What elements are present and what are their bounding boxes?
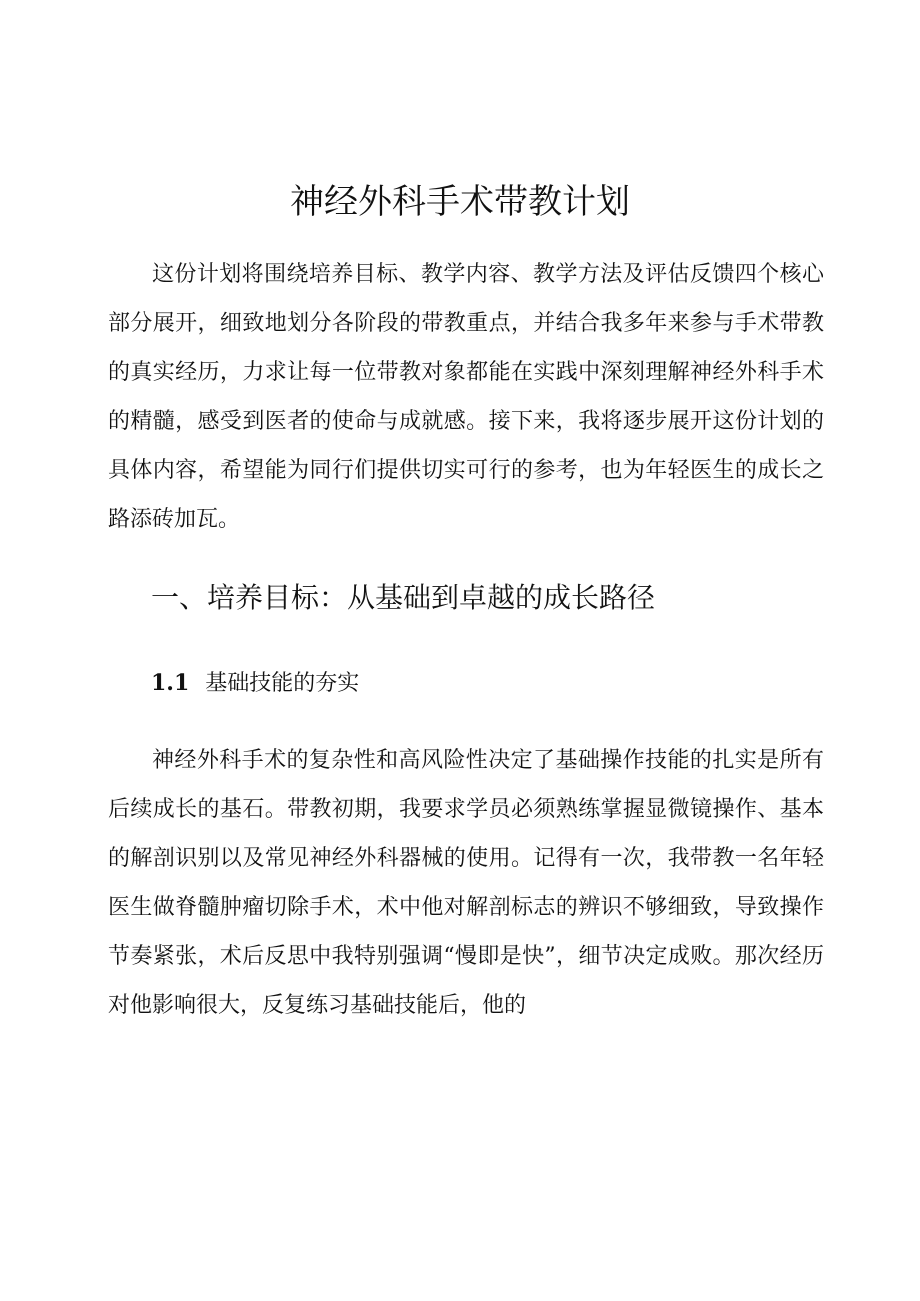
subsection-number: 1.1 bbox=[151, 670, 190, 696]
subsection-heading bbox=[151, 665, 359, 702]
document-title: 神经外科手术带教计划 bbox=[290, 182, 630, 222]
subsection-title: 基础技能的夯实 bbox=[205, 671, 360, 696]
body-paragraph: 神经外科手术的复杂性和高风险性决定了基础操作技能的扎实是所有后续成长的基石。带教初期，我要求学员必须熟练掌握显微镜操作、基本的解剖识别以及常见神经外科器械的使用。记得有一次，我带教一名年轻医生做脊髓肿瘤切除手术，术中他对解剖标志的辨识不够细致，导致操作节奏紧张，术后反思中我特别强调“慢即是快”，细节决定成败。那次经历对他影响很大，反复练习基础技能后，他的 bbox=[108, 748, 824, 1018]
intro-paragraph: 这份计划将围绕培养目标、教学内容、教学方法及评估反馈四个核心部分展开，细致地划分各阶段的带教重点，并结合我多年来参与手术带教的真实经历，力求让每一位带教对象都能在实践中深刻理解神经外科手术的精髓，感受到医者的使命与成就感。接下来，我将逐步展开这份计划的具体内容，希望能为同行们提供切实可行的参考，也为年轻医生的成长之路添砖加瓦。 bbox=[108, 262, 824, 532]
section-heading: 一、培养目标：从基础到卓越的成长路径 bbox=[151, 581, 656, 614]
